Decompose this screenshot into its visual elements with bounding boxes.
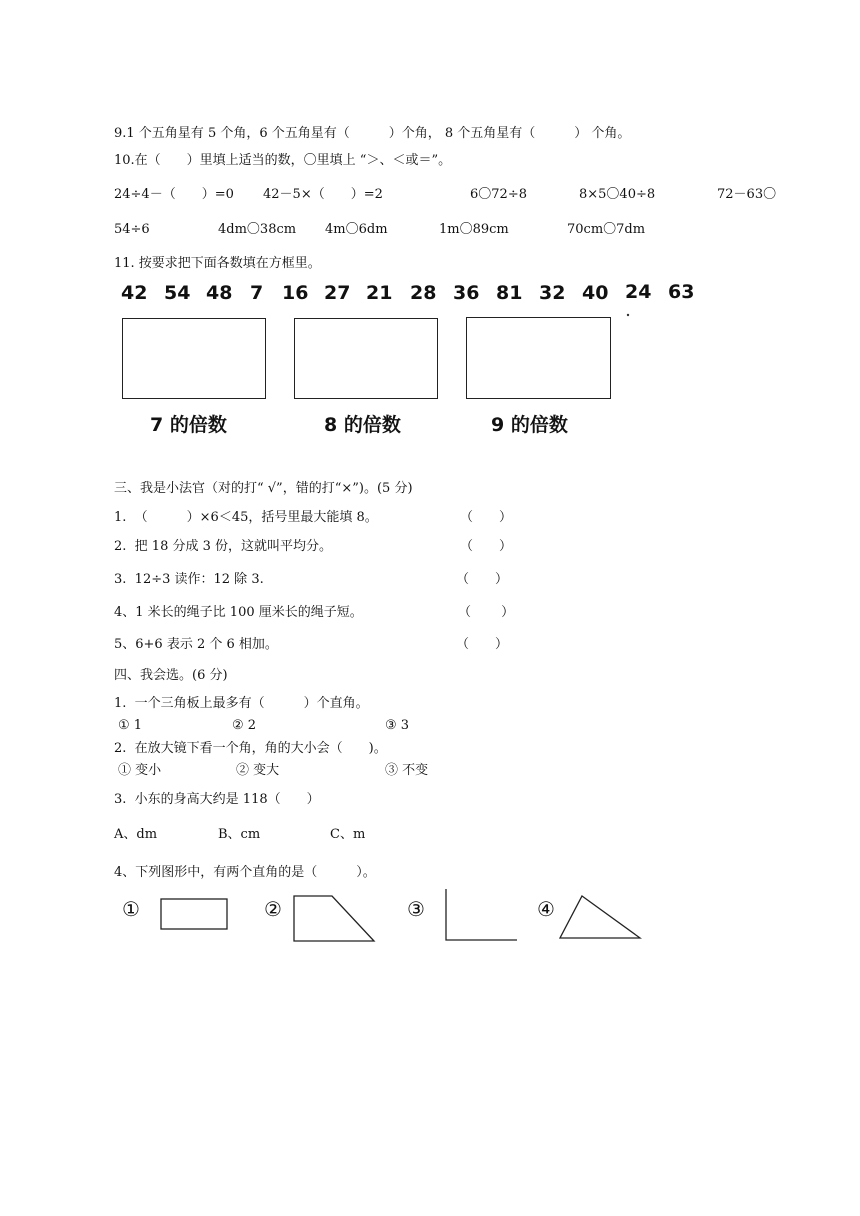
judge-item: 5、6+6 表示 2 个 6 相加。 (114, 637, 278, 652)
choice-option[interactable]: ① 1 (118, 718, 143, 733)
rectangle-shape (161, 899, 227, 929)
choice-option[interactable]: C、m (330, 827, 366, 842)
choice-option[interactable]: ② 2 (232, 718, 257, 733)
choice-option[interactable]: ① 变小 (118, 763, 162, 778)
number-item: 40 (582, 282, 609, 304)
choice-option[interactable]: ③ 不变 (385, 763, 429, 778)
q10-row2-item: 70cm〇7dm (567, 222, 646, 237)
shape-marker[interactable]: ③ (407, 897, 425, 921)
choice-question-3: 3. 小东的身高大约是 118（ ） (114, 792, 320, 807)
number-item: 16 (282, 282, 309, 304)
q10-row2-item: 4dm〇38cm (218, 222, 297, 237)
section-4-title: 四、我会选。(6 分) (114, 668, 228, 683)
dot-mark (627, 314, 629, 316)
answer-paren[interactable]: （ ） (460, 539, 513, 554)
number-item: 21 (366, 282, 393, 304)
box-label: 9 的倍数 (491, 414, 568, 436)
choice-option[interactable]: ② 变大 (236, 763, 280, 778)
q10-row1-item: 6〇72÷8 (470, 187, 527, 202)
right-angle-shape (446, 889, 517, 940)
choice-option[interactable]: A、dm (114, 827, 158, 842)
answer-paren[interactable]: （ ） (460, 510, 513, 525)
number-item: 42 (121, 282, 148, 304)
question-10-title: 10.在（ ）里填上适当的数，〇里填上 “＞、＜或＝”。 (114, 153, 452, 168)
q10-row2-item: 4m〇6dm (325, 222, 388, 237)
judge-item: 1. （ ）×6＜45，括号里最大能填 8。 (114, 510, 378, 525)
answer-paren[interactable]: （ ） (456, 572, 509, 587)
judge-item: 4、1 米长的绳子比 100 厘米长的绳子短。 (114, 605, 363, 620)
box-label: 7 的倍数 (150, 414, 227, 436)
triangle-shape (560, 896, 640, 938)
number-item: 48 (206, 282, 233, 304)
number-item: 32 (539, 282, 566, 304)
number-item: 28 (410, 282, 437, 304)
question-11-title: 11. 按要求把下面各数填在方框里。 (114, 256, 321, 271)
answer-paren[interactable]: （ ） (456, 637, 509, 652)
q10-row2-item: 1m〇89cm (439, 222, 509, 237)
number-item: 81 (496, 282, 523, 304)
choice-question-1: 1. 一个三角板上最多有（ ）个直角。 (114, 696, 369, 711)
q10-row1-item: 24÷4－（ ）=0 (114, 187, 234, 202)
q10-row1-item: 72－63〇 (717, 187, 777, 202)
q10-row1-item: 42－5×（ ）=2 (263, 187, 383, 202)
q10-row1-item: 8×5〇40÷8 (579, 187, 656, 202)
choice-question-4: 4、下列图形中，有两个直角的是（ ）。 (114, 865, 376, 880)
number-item: 63 (668, 281, 695, 303)
question-9: 9.1 个五角星有 5 个角，6 个五角星有（ ）个角， 8 个五角星有（ ） 个角。 (114, 126, 631, 141)
shape-marker[interactable]: ① (122, 897, 140, 921)
shape-marker[interactable]: ② (264, 897, 282, 921)
judge-item: 3. 12÷3 读作：12 除 3. (114, 572, 264, 587)
shape-marker[interactable]: ④ (537, 897, 555, 921)
number-item: 36 (453, 282, 480, 304)
number-item: 27 (324, 282, 351, 304)
q10-row2-item: 54÷6 (114, 222, 150, 237)
choice-option[interactable]: ③ 3 (385, 718, 410, 733)
choice-option[interactable]: B、cm (218, 827, 261, 842)
number-item: 7 (250, 282, 264, 304)
judge-item: 2. 把 18 分成 3 份，这就叫平均分。 (114, 539, 333, 554)
section-3-title: 三、我是小法官（对的打“ √”，错的打“×”)。(5 分) (114, 481, 413, 496)
choice-question-2: 2. 在放大镜下看一个角，角的大小会（ )。 (114, 741, 387, 756)
box-label: 8 的倍数 (324, 414, 401, 436)
number-item: 54 (164, 282, 191, 304)
answer-paren[interactable]: （ ） (458, 605, 515, 620)
trapezoid-shape (294, 896, 374, 941)
number-item: 24 (625, 281, 652, 303)
